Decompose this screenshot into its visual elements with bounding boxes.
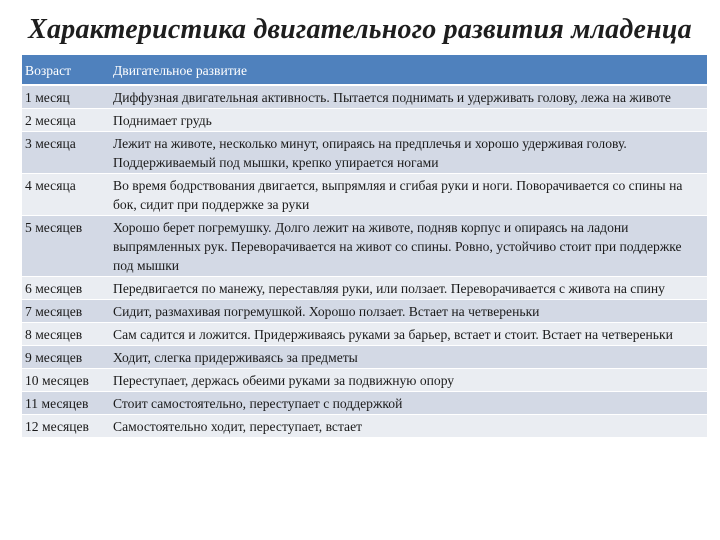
table-row: [22, 346, 707, 369]
table-row: [22, 415, 707, 438]
table-row: [22, 392, 707, 415]
table-row: [22, 369, 707, 392]
table-row: [22, 323, 707, 346]
table-row: [22, 109, 707, 132]
development-cell: Лежит на животе, несколько минут, опираясь на предплечья и хорошо удерживая голову. Поддерживаемый под мышки, крепко упирается ногами: [110, 132, 707, 174]
age-cell: 1 месяц: [22, 85, 110, 109]
age-cell: 9 месяцев: [22, 346, 110, 369]
development-cell: Диффузная двигательная активность. Пытается поднимать и удерживать голову, лежа на животе: [110, 85, 707, 109]
development-cell: Сидит, размахивая погремушкой. Хорошо ползает. Встает на четвереньки: [110, 300, 707, 323]
slide-title: Характеристика двигательного развития младенца: [28, 14, 692, 45]
table-row: [22, 85, 707, 109]
development-cell: Во время бодрствования двигается, выпрямляя и сгибая руки и ноги. Поворачивается со спины на бок, сидит при поддержке за руки: [110, 174, 707, 216]
development-cell: Передвигается по манежу, переставляя руки, или ползает. Переворачивается с живота на спину: [110, 277, 707, 300]
table-header-row: [22, 55, 707, 85]
development-cell: Переступает, держась обеими руками за подвижную опору: [110, 369, 707, 392]
table-row: [22, 277, 707, 300]
age-cell: 3 месяца: [22, 132, 110, 174]
development-cell: Поднимает грудь: [110, 109, 707, 132]
age-cell: 5 месяцев: [22, 216, 110, 277]
table-row: [22, 132, 707, 174]
development-cell: Стоит самостоятельно, переступает с поддержкой: [110, 392, 707, 415]
table-row: [22, 216, 707, 277]
age-cell: 12 месяцев: [22, 415, 110, 438]
age-cell: 4 месяца: [22, 174, 110, 216]
header-development: Двигательное развитие: [110, 55, 707, 85]
header-age: Возраст: [22, 55, 110, 85]
age-cell: 10 месяцев: [22, 369, 110, 392]
age-cell: 8 месяцев: [22, 323, 110, 346]
development-cell: Самостоятельно ходит, переступает, встает: [110, 415, 707, 438]
age-cell: 2 месяца: [22, 109, 110, 132]
age-cell: 11 месяцев: [22, 392, 110, 415]
age-cell: 6 месяцев: [22, 277, 110, 300]
development-cell: Сам садится и ложится. Придерживаясь руками за барьер, встает и стоит. Встает на четвереньки: [110, 323, 707, 346]
development-table: [22, 55, 707, 438]
development-cell: Хорошо берет погремушку. Долго лежит на животе, подняв корпус и опираясь на ладони выпрямленных рук. Переворачивается на живот со спины. Ровно, устойчиво стоит при поддержке под мышки: [110, 216, 707, 277]
development-cell: Ходит, слегка придерживаясь за предметы: [110, 346, 707, 369]
table-row: [22, 174, 707, 216]
age-cell: 7 месяцев: [22, 300, 110, 323]
table-row: [22, 300, 707, 323]
